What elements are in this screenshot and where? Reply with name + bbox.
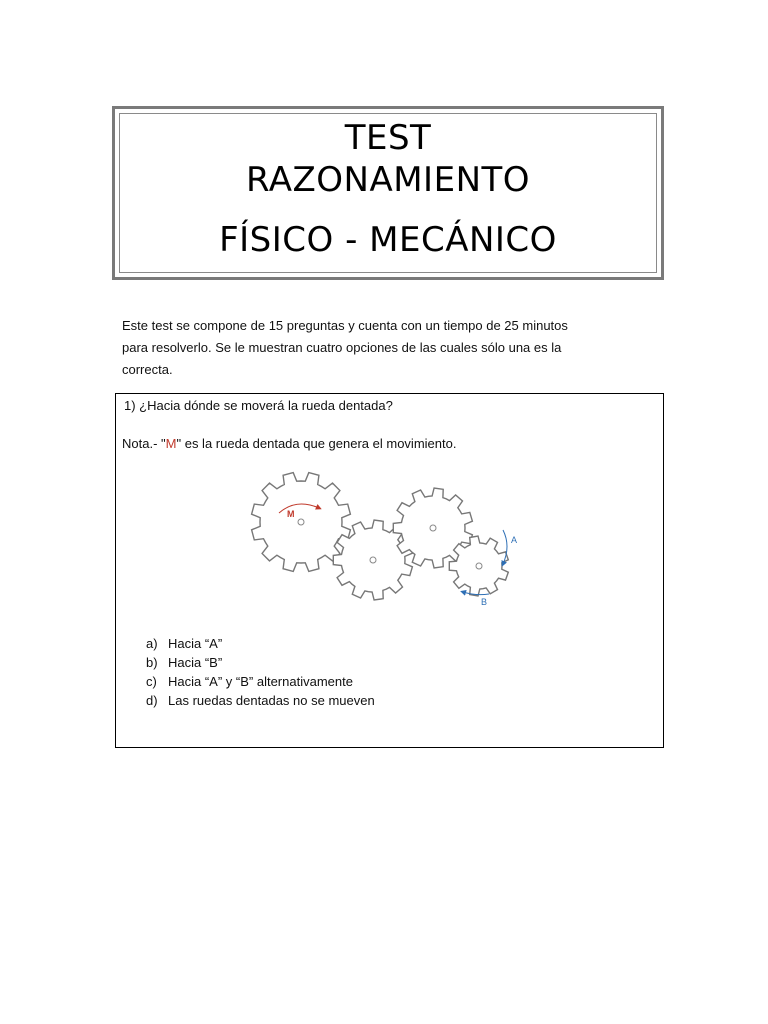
option-text: Hacia “A” y “B” alternativamente (168, 674, 353, 689)
option-b[interactable] (146, 653, 375, 672)
note-suffix: " es la rueda dentada que genera el movimiento. (176, 436, 457, 451)
option-c[interactable] (146, 672, 375, 691)
option-text: Hacia “A” (168, 636, 223, 651)
question-title: 1) ¿Hacia dónde se moverá la rueda dentada? (124, 398, 393, 413)
gear-3-axle (430, 525, 436, 531)
intro-line-2: para resolverlo. Se le muestran cuatro opciones de las cuales sólo una es la (122, 340, 562, 355)
title-line-1: TEST (344, 118, 432, 158)
note-m-letter: M (165, 436, 177, 451)
intro-paragraph (122, 315, 622, 381)
option-letter: c) (146, 674, 157, 689)
option-d[interactable] (146, 691, 375, 710)
option-a[interactable] (146, 634, 375, 653)
intro-line-3: correcta. (122, 362, 173, 377)
gears-diagram (241, 468, 541, 608)
option-text: Hacia “B” (168, 655, 223, 670)
gear-4-axle (476, 563, 482, 569)
question-note (122, 436, 456, 451)
answer-options (146, 634, 375, 710)
intro-line-1: Este test se compone de 15 preguntas y cuenta con un tiempo de 25 minutos (122, 318, 568, 333)
option-letter: d) (146, 693, 158, 708)
title-line-2: RAZONAMIENTO (245, 160, 531, 200)
title-line-3: FÍSICO - MECÁNICO (219, 220, 557, 260)
gear-2-axle (370, 557, 376, 563)
option-text: Las ruedas dentadas no se mueven (168, 693, 375, 708)
note-prefix: Nota.- " (122, 436, 166, 451)
direction-b-label: B (481, 597, 488, 607)
option-letter: b) (146, 655, 158, 670)
gear-m-label: M (287, 509, 295, 519)
title-frame (112, 106, 664, 280)
title-inner-border (119, 113, 657, 273)
gear-m-axle (298, 519, 304, 525)
option-letter: a) (146, 636, 158, 651)
direction-a-label: A (511, 535, 518, 545)
question-box (115, 393, 664, 748)
